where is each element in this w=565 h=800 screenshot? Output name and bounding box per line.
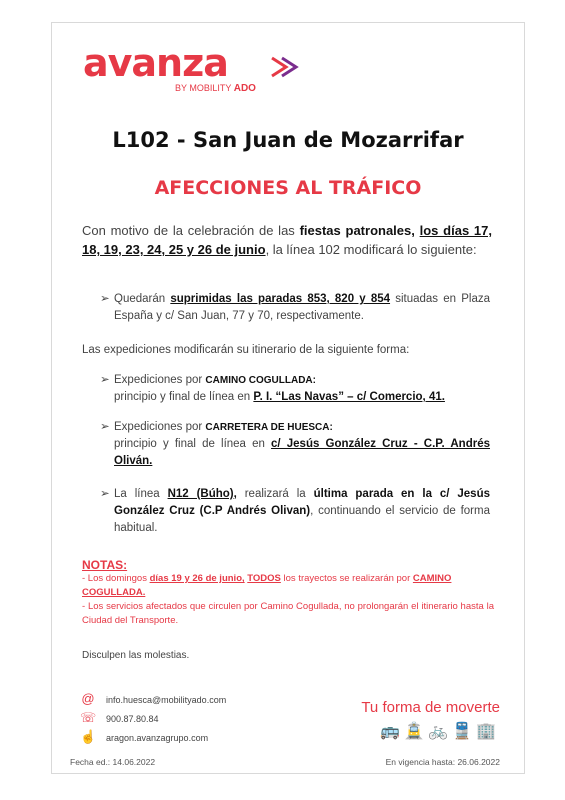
arrow-bullet-icon: ➢ (100, 293, 110, 305)
contact-web: ☝ aragon.avanzagrupo.com (80, 729, 209, 744)
list-item: ➢ Expediciones por CAMINO COGULLADA: principio y final de línea en P. I. “Las Navas” – c/ Comercio, 41. (100, 374, 445, 403)
page-title: L102 - San Juan de Mozarrifar (112, 128, 464, 152)
note-item: - Los domingos días 19 y 26 de junio, TODOS los trayectos se realizarán por CAMINO COGULLADA. (82, 573, 452, 598)
note-item: - Los servicios afectados que circulen por Camino Cogullada, no prolongarán el itinerario hasta la Ciudad del Transporte. (82, 601, 494, 626)
bus-icon: 🚌 (380, 723, 405, 740)
apology-text: Disculpen las molestias. (82, 650, 190, 661)
contact-phone: ☏ 900.87.80.84 (80, 710, 159, 725)
notes-title: NOTAS: (82, 558, 128, 572)
train-icon: 🚆 (452, 723, 477, 740)
tagline: Tu forma de moverte (361, 699, 500, 716)
arrow-bullet-icon: ➢ (100, 374, 110, 386)
page-subtitle: AFECCIONES AL TRÁFICO (154, 177, 422, 199)
contact-email: @ info.huesca@mobilityado.com (81, 691, 227, 706)
notes-section (82, 558, 494, 628)
notice-document (51, 22, 525, 774)
transport-icons (380, 721, 500, 741)
list-item: ➢ Quedarán suprimidas las paradas 853, 820 y 854 situadas en Plaza España y c/ San Juan, 77 y 70, respectivamente. (100, 293, 490, 322)
expeditions-intro: Las expediciones modificarán su itinerario de la siguiente forma: (82, 344, 410, 356)
avanza-logo (83, 41, 313, 101)
building-icon: 🏢 (476, 723, 500, 740)
edition-date: Fecha ed.: 14.06.2022 (70, 757, 156, 767)
list-item: ➢ Expediciones por CARRETERA DE HUESCA: principio y final de línea en c/ Jesús González Cruz - C.P. Andrés Oliván. (100, 421, 490, 467)
pointer-hand-icon: ☝ (80, 729, 97, 744)
list-item: ➢ La línea N12 (Búho), realizará la última parada en la c/ Jesús González Cruz (C.P Andrés Olivan), continuando el servicio de forma habitual. (100, 488, 490, 534)
validity-date: En vigencia hasta: 26.06.2022 (385, 757, 500, 767)
chevron-logo-icon (270, 55, 304, 79)
logo-wordmark: avanza (83, 41, 228, 85)
phone-icon: ☏ (80, 710, 97, 725)
tram-icon: 🚊 (404, 723, 429, 740)
at-sign-icon: @ (81, 691, 95, 706)
intro-paragraph: Con motivo de la celebración de las fiestas patronales, los días 17, 18, 19, 23, 24, 25 y 26 de junio, la línea 102 modificará lo siguiente: (82, 223, 492, 257)
arrow-bullet-icon: ➢ (100, 488, 110, 500)
arrow-bullet-icon: ➢ (100, 421, 110, 433)
logo-byline: BY MOBILITY ADO (175, 83, 256, 94)
bicycle-icon: 🚲 (428, 723, 453, 740)
